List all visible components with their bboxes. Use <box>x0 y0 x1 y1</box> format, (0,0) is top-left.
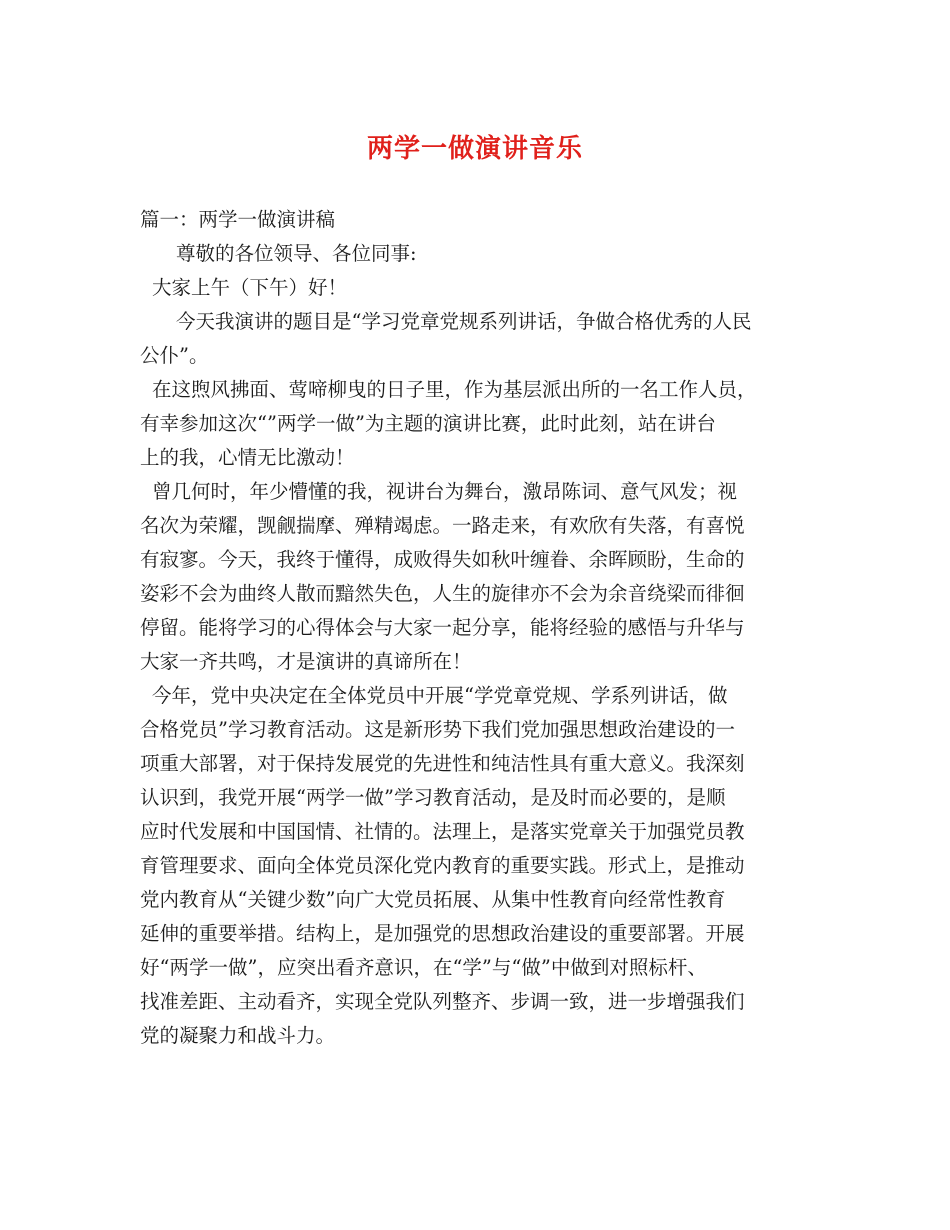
paragraph-line: 姿彩不会为曲终人散而黯然失色，人生的旋律亦不会为余音绕梁而徘徊 <box>140 582 745 605</box>
paragraph-line: 在这煦风拂面、莺啼柳曳的日子里，作为基层派出所的一名工作人员， <box>152 378 757 401</box>
document-title: 两学一做演讲音乐 <box>366 134 583 164</box>
paragraph-line: 项重大部署，对于保持发展党的先进性和纯洁性具有重大意义。我深刻 <box>140 752 745 775</box>
paragraph-line: 上的我，心情无比激动！ <box>140 446 355 469</box>
paragraph-line: 延伸的重要举措。结构上，是加强党的思想政治建设的重要部署。开展 <box>140 922 745 945</box>
paragraph-line: 大家一齐共鸣，才是演讲的真谛所在！ <box>140 650 472 673</box>
document-body <box>140 203 832 1053</box>
paragraph-line: 党内教育从“关键少数”向广大党员拓展、从集中性教育向经常性教育 <box>140 888 726 911</box>
paragraph-line: 今天我演讲的题目是“学习党章党规系列讲话，争做合格优秀的人民 <box>176 310 752 333</box>
paragraph-line: 育管理要求、面向全体党员深化党内教育的重要实践。形式上，是推动 <box>140 854 745 877</box>
greeting: 大家上午（下午）好！ <box>152 276 348 299</box>
paragraph-line: 应时代发展和中国国情、社情的。法理上，是落实党章关于加强党员教 <box>140 820 745 843</box>
paragraph-line: 合格党员”学习教育活动。这是新形势下我们党加强思想政治建设的一 <box>140 718 735 741</box>
section-heading: 篇一：两学一做演讲稿 <box>140 208 336 231</box>
salutation: 尊敬的各位领导、各位同事: <box>176 242 417 265</box>
paragraph-line: 有幸参加这次“”两学一做”为主题的演讲比赛，此时此刻，站在讲台 <box>140 412 716 435</box>
paragraph-line: 找准差距、主动看齐，实现全党队列整齐、步调一致，进一步增强我们 <box>140 990 745 1013</box>
paragraph-line: 党的凝聚力和战斗力。 <box>140 1024 336 1047</box>
paragraph-line: 名次为荣耀，觊觎揣摩、殚精竭虑。一路走来，有欢欣有失落，有喜悦 <box>140 514 745 537</box>
paragraph-line: 公仆”。 <box>140 344 209 367</box>
paragraph-line: 好“两学一做”，应突出看齐意识，在“学”与“做”中做到对照标杆、 <box>140 956 707 979</box>
paragraph-line: 今年，党中央决定在全体党员中开展“学党章党规、学系列讲话，做 <box>152 684 728 707</box>
paragraph-line: 有寂寥。今天，我终于懂得，成败得失如秋叶缠眷、余晖顾盼，生命的 <box>140 548 745 571</box>
paragraph-line: 曾几何时，年少懵懂的我，视讲台为舞台，激昂陈词、意气风发；视 <box>152 480 738 503</box>
paragraph-line: 认识到，我党开展“两学一做”学习教育活动，是及时而必要的，是顺 <box>140 786 726 809</box>
paragraph-line: 停留。能将学习的心得体会与大家一起分享，能将经验的感悟与升华与 <box>140 616 745 639</box>
